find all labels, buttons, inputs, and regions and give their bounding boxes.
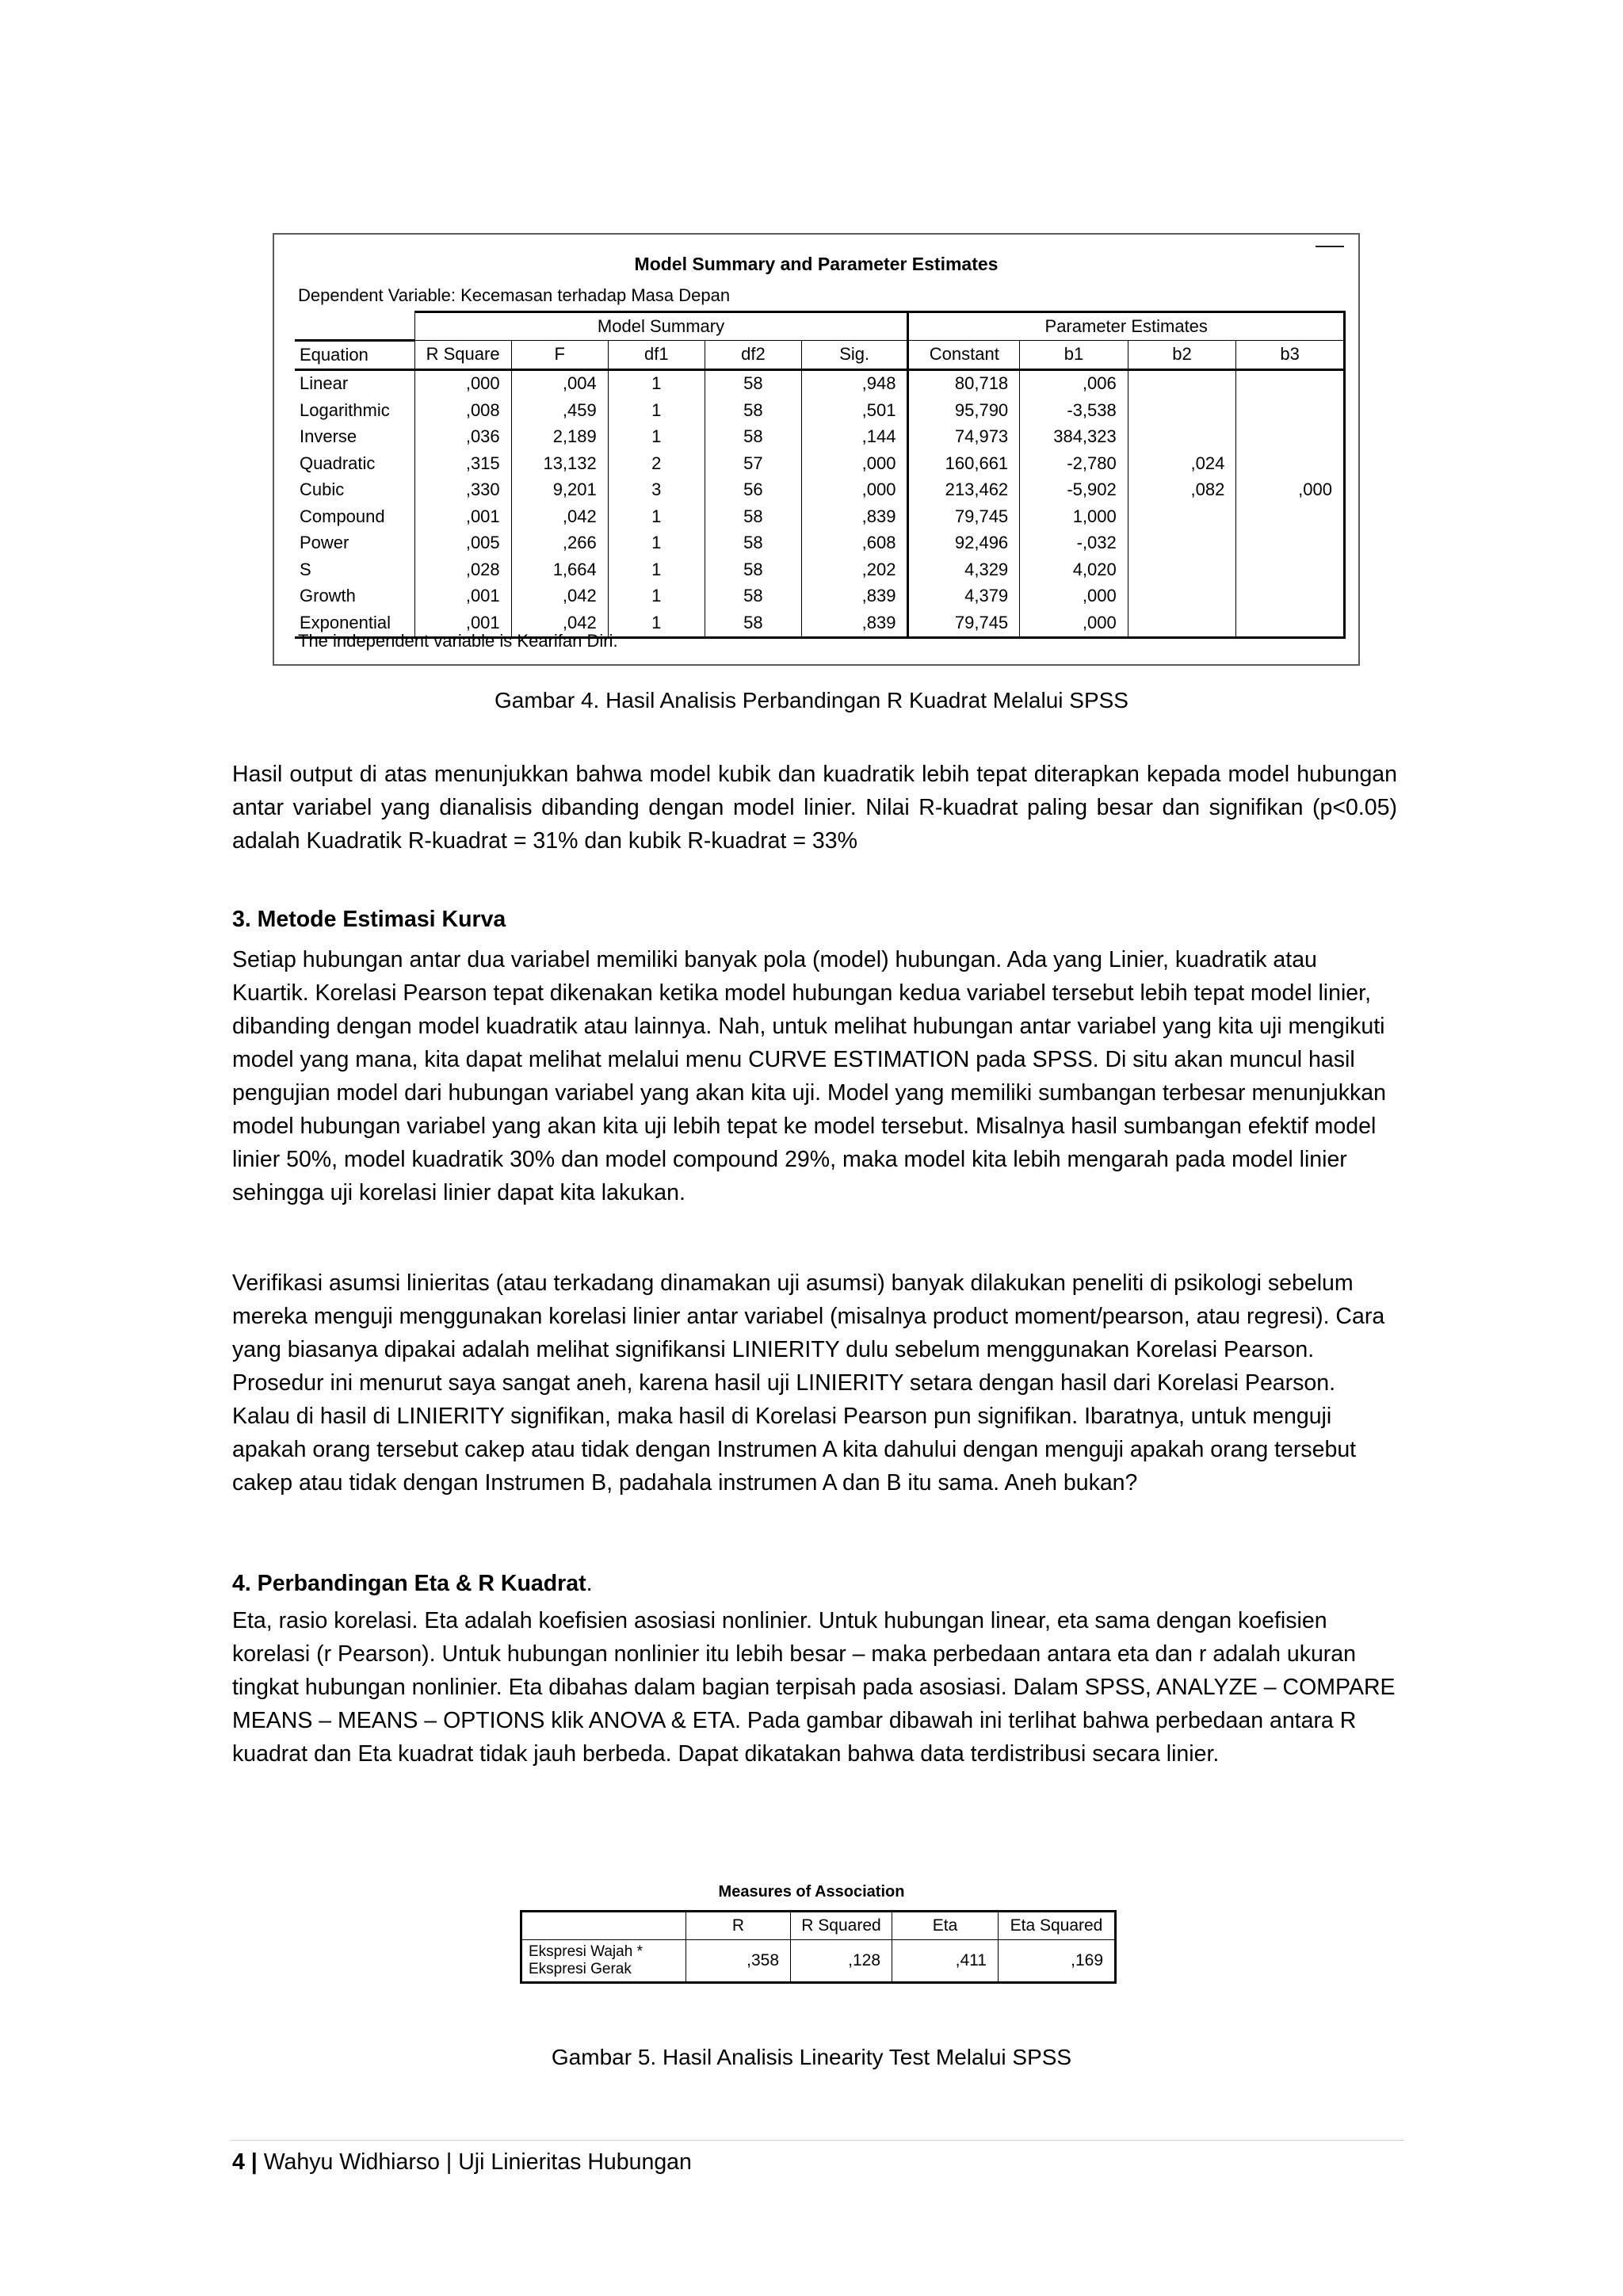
column-header: b1 [1020, 341, 1128, 370]
equation-name: Linear [300, 373, 349, 394]
model-summary-group-header: Model Summary [414, 312, 908, 341]
table-cell [1236, 530, 1345, 557]
equation-name: Cubic [300, 479, 345, 500]
table-cell: ,042 [511, 609, 608, 637]
section-3-paragraph-1: Setiap hubungan antar dua variabel memiliki banyak pola (model) hubungan. Ada yang Linier, kuadratik atau Kuartik. Korelasi Pearson tepat dikenakan ketika model hubungan kedua variabel tersebut lebih tepat model linier, dibanding dengan model kuadratik atau lainnya. Nah, untuk melihat hubungan antar variabel yang kita uji mengikuti model yang mana, kita dapat melihat melalui menu CURVE ESTIMATION pada SPSS. Di situ akan muncul hasil pengujian model dari hubungan variabel yang akan kita uji. Model yang memiliki sumbangan terbesar menunjukkan model hubungan variabel yang akan kita uji lebih tepat ke model tersebut. Misalnya hasil sumbangan efektif model linier 50%, model kuadratik 30% dan model compound 29%, maka model kita lebih mengarah pada model linier sehingga uji korelasi linier dapat kita lakukan. [232, 947, 1386, 1205]
table-cell: ,036 [414, 424, 511, 451]
table-cell [1236, 556, 1345, 583]
r-value: ,358 [686, 1940, 791, 1983]
table-cell: 4,020 [1020, 556, 1128, 583]
section-3-paragraph-2: Verifikasi asumsi linieritas (atau terkadang dinamakan uji asumsi) banyak dilakukan peneliti di psikologi sebelum mereka menguji menggunakan korelasi linier antar variabel (misalnya product moment/pearson, atau regresi). Cara yang biasanya dipakai adalah melihat signifikansi LINIERITY dulu sebelum menggunakan Korelasi Pearson. Prosedur ini menurut saya sangat aneh, karena hasil uji LINIERITY setara dengan hasil dari Korelasi Pearson. Kalau di hasil di LINIERITY signifikan, maka hasil di Korelasi Pearson pun signifikan. Ibaratnya, untuk menguji apakah orang tersebut cakep atau tidak dengan Instrumen A kita dahului dengan menguji apakah orang tersebut cakep atau tidak dengan Instrumen B, padahala instrumen A dan B itu sama. Aneh bukan? [232, 1270, 1385, 1496]
equation-name: Logarithmic [300, 399, 390, 420]
dependent-variable-label: Dependent Variable: Kecemasan terhadap Masa Depan [298, 285, 731, 305]
table-cell: 58 [705, 583, 801, 610]
table-cell: ,082 [1128, 477, 1236, 504]
table-cell: 1,664 [511, 556, 608, 583]
table-cell: 213,462 [908, 477, 1020, 504]
equation-name: Inverse [300, 426, 357, 447]
page-footer [232, 2149, 692, 2176]
table-cell: 74,973 [908, 424, 1020, 451]
column-header: b3 [1236, 341, 1345, 370]
measures-of-association-table [520, 1910, 1117, 1984]
table-cell [1128, 397, 1236, 424]
table-cell: ,000 [801, 450, 908, 477]
section-3-heading: 3. Metode Estimasi Kurva [232, 907, 506, 932]
figure-5-caption: Gambar 5. Hasil Analisis Linearity Test Melalui SPSS [551, 2045, 1072, 2069]
table-cell [1128, 530, 1236, 557]
table-cell: ,839 [801, 583, 908, 610]
table-cell: 58 [705, 530, 801, 557]
table-cell: -3,538 [1020, 397, 1128, 424]
table-cell [1236, 583, 1345, 610]
equation-name: Exponential [295, 609, 414, 637]
table-cell: 1 [608, 530, 705, 557]
table-cell: 80,718 [908, 369, 1020, 397]
table-cell: ,042 [511, 503, 608, 530]
table-cell: 1 [608, 424, 705, 451]
table-cell [1236, 450, 1345, 477]
table-cell: 58 [705, 556, 801, 583]
table-cell: ,001 [414, 583, 511, 610]
equation-name: S [300, 559, 311, 579]
table-cell: ,266 [511, 530, 608, 557]
table-cell: 58 [705, 397, 801, 424]
table-row [295, 424, 1345, 451]
table-cell: ,042 [511, 583, 608, 610]
equation-name: Quadratic [300, 453, 376, 473]
table-cell: 13,132 [511, 450, 608, 477]
table-cell: 58 [705, 424, 801, 451]
table-cell: 160,661 [908, 450, 1020, 477]
parameter-estimates-group-header: Parameter Estimates [908, 312, 1345, 341]
table-cell: 1 [608, 583, 705, 610]
table-cell [1236, 369, 1345, 397]
table-cell: ,330 [414, 477, 511, 504]
column-header: df2 [705, 341, 801, 370]
model-summary-table [295, 311, 1346, 639]
eta-squared-value: ,169 [999, 1940, 1116, 1983]
table-cell: 58 [705, 609, 801, 637]
table-cell: ,501 [801, 397, 908, 424]
table-cell: 1,000 [1020, 503, 1128, 530]
table-cell: ,459 [511, 397, 608, 424]
eta-value: ,411 [892, 1940, 999, 1983]
table-cell [1236, 397, 1345, 424]
section-4-heading-text: 4. Perbandingan Eta & R Kuadrat [232, 1571, 586, 1596]
independent-variable-note: The independent variable is Kearifan Diri. [298, 631, 618, 651]
table-cell: ,028 [414, 556, 511, 583]
table-cell: 1 [608, 503, 705, 530]
column-header: R [686, 1912, 791, 1940]
table-cell: 79,745 [908, 503, 1020, 530]
table-cell: 58 [705, 503, 801, 530]
equation-name: Growth [300, 586, 356, 606]
table-row [295, 450, 1345, 477]
table-cell: ,144 [801, 424, 908, 451]
table-cell [1128, 424, 1236, 451]
column-header: R Squared [791, 1912, 892, 1940]
table-cell: -5,902 [1020, 477, 1128, 504]
table-row [295, 556, 1345, 583]
table-cell: ,839 [801, 609, 908, 637]
column-header: Constant [908, 341, 1020, 370]
table-cell: ,000 [414, 369, 511, 397]
paragraph-results: Hasil output di atas menunjukkan bahwa model kubik dan kuadratik lebih tepat diterapkan kepada model hubungan antar variabel yang dianalisis dibanding dengan model linier. Nilai R-kuadrat paling besar dan signifikan (p<0.05) adalah Kuadratik R-kuadrat = 31% dan kubik R-kuadrat = 33% [232, 762, 1397, 854]
table-row [295, 397, 1345, 424]
table-cell: 4,329 [908, 556, 1020, 583]
table-cell: 3 [608, 477, 705, 504]
table-cell: 1 [608, 369, 705, 397]
table-cell: ,948 [801, 369, 908, 397]
table-cell: 9,201 [511, 477, 608, 504]
table-cell: 1 [608, 397, 705, 424]
table-cell: -,032 [1020, 530, 1128, 557]
footer-divider [230, 2140, 1404, 2141]
column-header: Eta Squared [999, 1912, 1116, 1940]
table-cell: 1 [608, 609, 705, 637]
column-header: R Square [414, 341, 511, 370]
row-label [521, 1940, 686, 1983]
column-header [521, 1912, 686, 1940]
table-cell: ,608 [801, 530, 908, 557]
table-cell: ,000 [1020, 609, 1128, 637]
table-cell: ,005 [414, 530, 511, 557]
model-summary-output [273, 233, 1360, 666]
equation-name: Power [300, 533, 349, 553]
table-row [295, 583, 1345, 610]
footer-separator: | [250, 2149, 258, 2175]
section-4-paragraph: Eta, rasio korelasi. Eta adalah koefisien asosiasi nonlinier. Untuk hubungan linear, eta sama dengan koefisien korelasi (r Pearson). Untuk hubungan nonlinier itu lebih besar – maka perbedaan antara eta dan r adalah ukuran tingkat hubungan nonlinier. Eta dibahas dalam bagian terpisah pada asosiasi. Dalam SPSS, ANALYZE – COMPARE MEANS – MEANS – OPTIONS klik ANOVA & ETA. Pada gambar dibawah ini terlihat bahwa perbedaan antara R kuadrat dan Eta kuadrat tidak jauh berbeda. Dapat dikatakan bahwa data terdistribusi secara linier. [232, 1608, 1396, 1767]
table-cell: 58 [705, 369, 801, 397]
minimize-icon [1316, 246, 1344, 247]
row-label-line-1: Ekspresi Wajah * [529, 1943, 643, 1960]
table-cell: ,004 [511, 369, 608, 397]
table-cell: 2 [608, 450, 705, 477]
table-cell [1236, 503, 1345, 530]
model-summary-body [295, 369, 1345, 637]
model-summary-title: Model Summary and Parameter Estimates [634, 254, 999, 274]
table-cell: ,315 [414, 450, 511, 477]
table-cell: 384,323 [1020, 424, 1128, 451]
table-cell: -2,780 [1020, 450, 1128, 477]
table-cell: ,000 [801, 477, 908, 504]
measures-header-row [521, 1912, 1116, 1940]
table-cell: ,000 [1020, 583, 1128, 610]
table-cell [1128, 503, 1236, 530]
table-cell: 79,745 [908, 609, 1020, 637]
table-group-header-row [295, 312, 1345, 341]
table-cell: ,001 [414, 609, 511, 637]
table-cell: ,001 [414, 503, 511, 530]
table-cell: ,008 [414, 397, 511, 424]
table-row [295, 530, 1345, 557]
table-cell [1128, 556, 1236, 583]
equation-name: Compound [300, 506, 385, 526]
table-cell: 2,189 [511, 424, 608, 451]
table-cell: ,202 [801, 556, 908, 583]
table-cell: ,839 [801, 503, 908, 530]
column-header: b2 [1128, 341, 1236, 370]
table-cell: ,006 [1020, 369, 1128, 397]
table-cell [1128, 609, 1236, 637]
column-header: F [511, 341, 608, 370]
table-column-header-row [295, 341, 1345, 370]
section-4-heading [232, 1571, 593, 1597]
table-cell [1128, 583, 1236, 610]
footer-text: Wahyu Widhiarso | Uji Linieritas Hubungan [263, 2149, 692, 2175]
r-squared-value: ,128 [791, 1940, 892, 1983]
table-cell [1128, 369, 1236, 397]
page-number: 4 [232, 2149, 245, 2175]
measures-of-association-title: Measures of Association [718, 1883, 905, 1901]
figure-4-caption: Gambar 4. Hasil Analisis Perbandingan R Kuadrat Melalui SPSS [495, 688, 1128, 712]
table-row [521, 1940, 1116, 1983]
table-row [295, 369, 1345, 397]
column-header: df1 [608, 341, 705, 370]
column-header: Sig. [801, 341, 908, 370]
table-cell [1236, 609, 1345, 637]
column-header: Eta [892, 1912, 999, 1940]
column-header: Equation [295, 341, 414, 370]
table-row [295, 503, 1345, 530]
row-label-line-2: Ekspresi Gerak [529, 1961, 632, 1977]
table-cell: 92,496 [908, 530, 1020, 557]
table-row [295, 477, 1345, 504]
table-cell: 57 [705, 450, 801, 477]
table-cell: 56 [705, 477, 801, 504]
table-cell: ,024 [1128, 450, 1236, 477]
table-cell: 1 [608, 556, 705, 583]
table-cell: 4,379 [908, 583, 1020, 610]
table-cell: ,000 [1236, 477, 1345, 504]
table-cell: 95,790 [908, 397, 1020, 424]
table-cell [1236, 424, 1345, 451]
section-4-heading-period: . [586, 1571, 593, 1596]
